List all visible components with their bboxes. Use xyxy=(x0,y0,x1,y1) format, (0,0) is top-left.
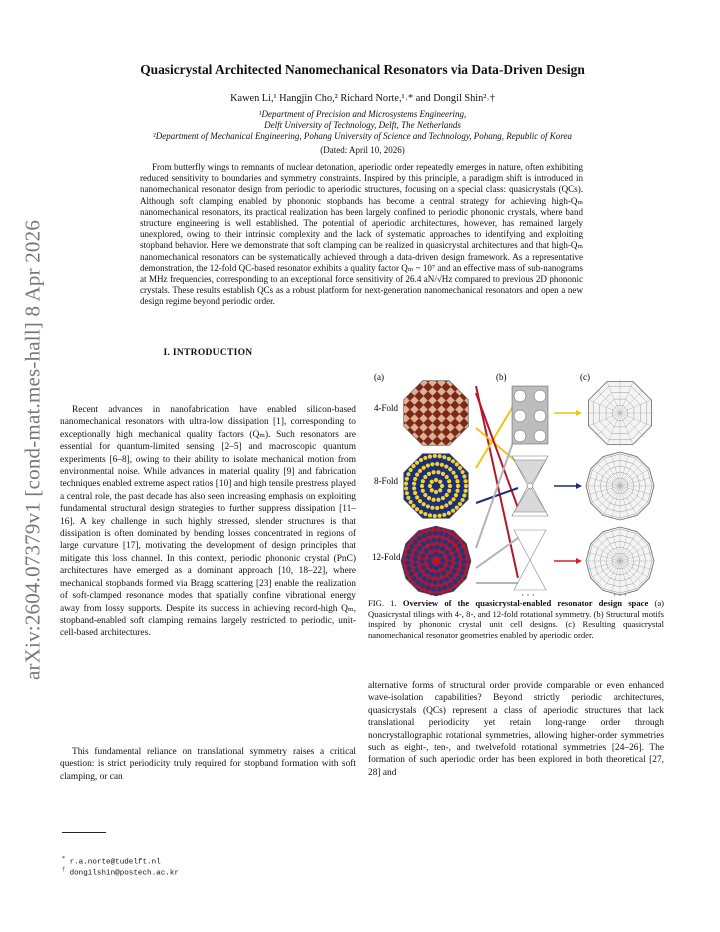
tiling-12fold-dot xyxy=(452,579,457,584)
tiling-12fold-dot xyxy=(442,585,447,590)
tiling-12fold-dot xyxy=(406,566,411,571)
motif-bowtie-bottom xyxy=(514,486,546,512)
tiling-8fold-dot xyxy=(418,499,422,503)
tiling-12fold-dot xyxy=(434,565,439,570)
tiling-8fold-dot xyxy=(426,504,430,508)
tiling-8fold-dot xyxy=(405,477,409,481)
tiling-12fold-dot xyxy=(454,558,459,563)
tiling-12fold-dot xyxy=(426,559,431,564)
tiling-12fold-dot xyxy=(422,533,427,538)
tiling-4fold-tile xyxy=(464,441,472,449)
tiling-12fold-dot xyxy=(430,572,435,577)
tiling-8fold-dot xyxy=(428,513,432,517)
tiling-12fold-dot xyxy=(405,560,410,565)
tiling-8fold-dot xyxy=(433,454,437,458)
tiling-8fold-dot xyxy=(423,456,427,460)
ellipsis-b: · · · xyxy=(521,590,535,600)
tiling-8fold-dot xyxy=(413,477,417,481)
tiling-4fold-tile xyxy=(464,378,472,386)
tiling-8fold-dot xyxy=(440,463,444,467)
tiling-12fold-dot xyxy=(428,554,433,559)
tiling-12fold-dot xyxy=(447,591,452,596)
motif-hole xyxy=(514,410,526,422)
panel-a-label: (a) xyxy=(374,372,384,382)
tiling-12fold-dot xyxy=(433,530,438,535)
tiling-8fold-dot xyxy=(447,489,451,493)
tiling-8fold-dot xyxy=(436,470,440,474)
tiling-8fold-dot xyxy=(405,491,409,495)
resonator-geometry xyxy=(586,527,654,595)
tiling-8fold-dot xyxy=(419,458,423,462)
tiling-8fold-dot xyxy=(451,471,455,475)
tiling-12fold-dot xyxy=(438,579,443,584)
tiling-12fold-dot xyxy=(449,535,454,540)
intro-paragraph-1: Recent advances in nanofabrication have enabled silicon-based nanomechanical resonators with ultra-low dissipation [1], corresponding to exceptionally high mechanical quality factors (Qₘ). Such resonators are essential for quantum-limited sensing [2–5] and macroscopic quantum experiments [6–8], owing to their ability to isolate mechanical motion from environmental noise. While advances in material quality [9] and fabrication techniques enabled extreme aspect ratios [10] and high tensile prestress played a central role, the past decade has also seen increasing emphasis on exploiting fundamental structural design strategies to further suppress dissipation [11–16]. A key challenge in such highly stressed, slender structures is that dissipation is often dominated by bending losses concentrated in regions of large curvature [17], motivating the development of design principles that mitigate this loss channel. In this context, periodic phononic crystal (PnC) architectures have emerged as a dominant approach [10, 18–22], where mechanical stopbands formed via Bragg scattering [23] enable the realization of soft-clamped resonance modes that spatially confine vibrational energy away from lossy supports. Despite its success in achieving record-high Qₘ, stopband-enabled soft clamping remains largely restricted to periodic, unit-cell-based architectures. xyxy=(60,405,356,639)
tiling-8fold xyxy=(404,454,469,519)
tiling-12fold-dot xyxy=(413,562,418,567)
tiling-8fold-dot xyxy=(462,474,466,478)
tiling-8fold-dot xyxy=(435,462,439,466)
tiling-8fold-dot xyxy=(438,454,442,458)
arrow-head xyxy=(576,410,582,416)
tiling-8fold-dot xyxy=(441,496,445,500)
tiling-12fold-dot xyxy=(420,553,425,558)
tiling-8fold-dot xyxy=(464,489,468,493)
resonator-geometry xyxy=(586,379,654,447)
footnote-1: * r.a.norte@tudelft.nl xyxy=(62,856,161,867)
tiling-12fold-dot xyxy=(421,565,426,570)
dated-line: (Dated: April 10, 2026) xyxy=(320,145,405,155)
tiling-8fold-dot xyxy=(447,479,451,483)
motif-hole xyxy=(514,390,526,402)
tiling-12fold-dot xyxy=(448,573,453,578)
motif-hole xyxy=(534,390,546,402)
tiling-8fold-dot xyxy=(444,464,448,468)
tiling-8fold-dot xyxy=(415,461,419,465)
figure-1 xyxy=(368,368,664,605)
tiling-12fold-dot xyxy=(429,545,434,550)
motif-bowtie-top xyxy=(514,460,546,486)
tiling-4fold-tile xyxy=(455,378,463,386)
affiliation-1b: Delft University of Technology, Delft, The Netherlands xyxy=(264,120,461,130)
tiling-8fold-dot xyxy=(413,491,417,495)
tiling-8fold-dot xyxy=(460,470,464,474)
tiling-12fold-dot xyxy=(462,539,467,544)
resonator-geometry xyxy=(586,452,654,520)
tiling-8fold-dot xyxy=(404,486,408,490)
mapping-arrows xyxy=(554,410,582,564)
tiling-12fold-dot xyxy=(452,588,457,593)
ellipsis-a: · · · xyxy=(429,590,443,600)
tiling-12fold-dot xyxy=(420,583,425,588)
tiling-12fold-dot xyxy=(415,588,420,593)
tiling-8fold-dot xyxy=(420,484,424,488)
tiling-8fold-dot xyxy=(421,479,425,483)
row-label-4fold: 4-Fold xyxy=(374,403,399,413)
tiling-8fold-dot xyxy=(440,484,444,488)
tiling-12fold-dot xyxy=(437,538,442,543)
tiling-12fold-dot xyxy=(407,549,412,554)
tiling-12fold-dot xyxy=(413,540,418,545)
tiling-8fold-dot xyxy=(431,470,435,474)
tiling-12fold-dot xyxy=(447,561,452,566)
intro-paragraph-2: This fundamental reliance on translational symmetry raises a critical question: is strict periodicity truly required for stopband formation with soft clamping, or can xyxy=(60,747,356,782)
connection-line xyxy=(476,386,518,578)
tiling-8fold-dot xyxy=(415,473,419,477)
tiling-8fold-dot xyxy=(441,472,445,476)
tiling-8fold-dot xyxy=(422,466,426,470)
quasicrystal-tilings xyxy=(398,378,473,598)
tiling-8fold-dot xyxy=(430,480,434,484)
tiling-12fold-dot xyxy=(447,543,452,548)
caption-title: Overview of the quasicrystal-enabled resonator design space xyxy=(402,598,649,608)
tiling-12fold-dot xyxy=(442,539,447,544)
tiling-12fold-dot xyxy=(405,539,410,544)
tiling-12fold-dot xyxy=(426,539,431,544)
tiling-12fold-dot xyxy=(454,563,459,568)
tiling-8fold-dot xyxy=(458,502,462,506)
tiling-8fold-dot xyxy=(462,493,466,497)
tiling-12fold-dot xyxy=(427,578,432,583)
tiling-8fold-dot xyxy=(430,506,434,510)
tiling-4fold-tile xyxy=(401,441,409,449)
tiling-12fold-dot xyxy=(441,570,446,575)
motif-center xyxy=(527,483,533,489)
tiling-12fold-dot xyxy=(409,571,414,576)
tiling-8fold-dot xyxy=(421,489,425,493)
tiling-8fold-dot xyxy=(445,475,449,479)
tiling-4fold-tile xyxy=(464,387,472,395)
tiling-12fold-dot xyxy=(456,575,461,580)
tiling-12fold-dot xyxy=(406,555,411,560)
tiling-8fold-dot xyxy=(430,488,434,492)
tiling-8fold-dot xyxy=(448,467,452,471)
tiling-8fold-dot xyxy=(406,472,410,476)
tiling-8fold-dot xyxy=(423,475,427,479)
tiling-8fold-dot xyxy=(438,480,442,484)
tiling-12fold-dot xyxy=(445,566,450,571)
tiling-8fold-dot xyxy=(428,455,432,459)
tiling-12fold-dot xyxy=(438,531,443,536)
tiling-12fold-dot xyxy=(440,546,445,551)
tiling-12fold-dot xyxy=(435,572,440,577)
tiling-8fold-dot xyxy=(415,495,419,499)
motif-triangle-top xyxy=(514,530,546,560)
caption-label: FIG. 1. xyxy=(368,598,397,608)
tiling-8fold-dot xyxy=(423,493,427,497)
motif-hole xyxy=(514,430,526,442)
tiling-8fold-dot xyxy=(455,479,459,483)
tiling-8fold-dot xyxy=(434,478,438,482)
tiling-8fold-dot xyxy=(428,484,432,488)
tiling-12fold-dot xyxy=(461,554,466,559)
tiling-8fold-dot xyxy=(419,510,423,514)
tiling-12fold-dot xyxy=(438,553,443,558)
tiling-8fold-dot xyxy=(435,506,439,510)
tiling-8fold-dot xyxy=(448,501,452,505)
tiling-12fold-dot xyxy=(451,547,456,552)
tiling-12fold-base xyxy=(401,526,471,596)
tiling-4fold-tile xyxy=(464,432,472,440)
tiling-8fold-dot xyxy=(433,514,437,518)
tiling-8fold-dot xyxy=(406,496,410,500)
abstract: From butterfly wings to remnants of nuclear detonation, aperiodic order repeatedly emerges in nature, often exhibiting reduced sensitivity to boundaries and symmetry constraints. Inspired by this principle, a paradigm shift is introduced in nanomechanical resonator design from periodic to aperiodic structures, focusing on a special class: quasicrystals (QCs). Although soft clamping enabled by phononic stopbands has become a central strategy for achieving high-Qₘ nanomechanical resonators, its practical realization has been largely confined to periodic phononic crystals, where band structure engineering is well established. The potential of aperiodic architectures, however, has remained largely unexplored, owing to their intrinsic complexity and the lack of systematic approaches to identifying and exploiting stopband behavior. Here we demonstrate that soft clamping can be realized in quasicrystal architectures and that high-Qₘ nanomechanical resonators can be systematically achieved through a data-driven design framework. As a representative demonstration, the 12-fold QC-based resonator exhibits a quality factor Qₘ ~ 10⁷ and an effective mass of sub-nanograms at MHz frequencies, corresponding to an exceptional force sensitivity of 26.4 aN/√Hz compared to previous 2D phononic crystals. These results establish QCs as a robust platform for next-generation nanomechanical resonators and open a new design regime beyond periodic order. xyxy=(140,162,583,307)
tiling-8fold-dot xyxy=(458,466,462,470)
tiling-8fold-dot xyxy=(447,511,451,515)
tiling-4fold xyxy=(401,378,472,449)
tiling-12fold-dot xyxy=(433,579,438,584)
ellipsis-c: · · · xyxy=(613,590,627,600)
panel-c-label: (c) xyxy=(580,372,590,382)
tiling-8fold-dot xyxy=(438,514,442,518)
tiling-8fold-dot xyxy=(412,486,416,490)
tiling-12fold-dot xyxy=(427,531,432,536)
tiling-8fold-dot xyxy=(427,496,431,500)
tiling-4fold-tile xyxy=(455,441,463,449)
tiling-12fold-dot xyxy=(414,567,419,572)
tiling-12fold-dot xyxy=(453,539,458,544)
tiling-8fold-dot xyxy=(412,482,416,486)
tiling-8fold-dot xyxy=(404,481,408,485)
tiling-8fold-dot xyxy=(447,457,451,461)
tiling-12fold-dot xyxy=(459,570,464,575)
motif-triangle-bottom xyxy=(514,560,546,590)
tiling-12fold-dot xyxy=(454,530,459,535)
tiling-4fold-tile xyxy=(410,441,418,449)
tiling-12fold-dot xyxy=(444,550,449,555)
paper-title: Quasicrystal Architected Nanomechanical Resonators via Data-Driven Design xyxy=(140,62,585,77)
tiling-8fold-dot xyxy=(444,503,448,507)
tiling-12fold-dot xyxy=(444,532,449,537)
tiling-12fold-dot xyxy=(424,569,429,574)
tiling-12fold-dot xyxy=(461,565,466,570)
tiling-12fold-dot xyxy=(459,548,464,553)
affiliation-1a: ¹Department of Precision and Microsystems Engineering, xyxy=(258,109,467,119)
tiling-8fold-dot xyxy=(454,475,458,479)
tiling-8fold-dot xyxy=(423,512,427,516)
row-label-8fold: 8-Fold xyxy=(374,476,399,486)
tiling-12fold-dot xyxy=(413,556,418,561)
tiling-12fold-dot xyxy=(421,542,426,547)
tiling-8fold-dot xyxy=(445,493,449,497)
tiling-8fold-dot xyxy=(442,513,446,517)
tiling-8fold-dot xyxy=(436,498,440,502)
tiling-8fold-dot xyxy=(451,459,455,463)
tiling-12fold-dot xyxy=(420,591,425,596)
row-label-12fold: 12-Fold xyxy=(372,552,401,562)
tiling-8fold-dot xyxy=(418,469,422,473)
tiling-8fold-dot xyxy=(422,502,426,506)
tiling-12fold-dot xyxy=(444,577,449,582)
tiling-8fold-dot xyxy=(448,484,452,488)
tiling-12fold-dot xyxy=(412,576,417,581)
tiling-8fold-dot xyxy=(434,490,438,494)
tiling-8fold-dot xyxy=(464,484,468,488)
tiling-12fold-dot xyxy=(468,554,473,559)
tiling-8fold-dot xyxy=(409,468,413,472)
tiling-8fold-dot xyxy=(409,500,413,504)
tiling-12fold-dot xyxy=(434,544,439,549)
tiling-8fold-dot xyxy=(431,498,435,502)
arrow-head xyxy=(576,483,582,489)
tiling-12fold-dot xyxy=(422,576,427,581)
tiling-4fold-tile xyxy=(401,378,409,386)
tiling-12fold-dot xyxy=(417,536,422,541)
panel-b-label: (b) xyxy=(496,372,507,382)
arrow-head xyxy=(576,558,582,564)
tiling-12fold-dot xyxy=(431,538,436,543)
tiling-12fold-dot xyxy=(452,569,457,574)
tiling-8fold-dot xyxy=(440,505,444,509)
tiling-8fold-dot xyxy=(415,507,419,511)
tiling-12fold-dot xyxy=(409,544,414,549)
tiling-12fold-dot xyxy=(457,543,462,548)
tiling-8fold-dot xyxy=(456,484,460,488)
tiling-12fold-dot xyxy=(416,580,421,585)
tiling-12fold-dot xyxy=(461,559,466,564)
tiling-12fold-dot xyxy=(447,555,452,560)
footnote-2: † dongilshin@postech.ac.kr xyxy=(62,867,179,878)
tiling-8fold-dot xyxy=(430,462,434,466)
tiling-8fold-dot xyxy=(464,479,468,483)
right-column-text: alternative forms of structural order provide comparable or even enhanced wave-isolation capabilities? Beyond strictly periodic architectures, quasicrystals (QCs) represent a class of aperiodic structures that lack translational periodicity yet retain long-range order through noncrystallographic rotational symmetries, allowing higher-order symmetries such as eight-, ten-, and twelvefold rotational symmetries [24–26]. The formation of such aperiodic order has been explored in both theoretical [27, 28] and xyxy=(368,681,664,778)
figure-caption xyxy=(368,598,664,640)
tiling-8fold-dot xyxy=(455,489,459,493)
tiling-12fold-dot xyxy=(412,530,417,535)
tiling-12fold-dot xyxy=(439,563,444,568)
affiliation-2: ²Department of Mechanical Engineering, Pohang University of Science and Technology, Pohang, Republic of Korea xyxy=(153,131,572,141)
footnote-rule xyxy=(62,832,106,833)
tiling-4fold-tile xyxy=(401,432,409,440)
tiling-12fold-dot xyxy=(414,551,419,556)
tiling-12fold-dot xyxy=(417,546,422,551)
caption-body: (a) Quasicrystal tilings with 4-, 8-, and 12-fold rotational symmetry. (b) Structural motifs inspired by phononic crystal unit cell designs. (c) Resulting quasicrystal nanomechanical resonator geometries enabled by aperiodic order. xyxy=(368,598,664,640)
resonator-geometries xyxy=(586,379,654,595)
tiling-12fold-dot xyxy=(429,564,434,569)
motif-hole xyxy=(534,430,546,442)
tiling-12fold-dot xyxy=(424,548,429,553)
tiling-12fold-dot xyxy=(440,558,445,563)
tiling-12fold-dot xyxy=(453,552,458,557)
motif-hole xyxy=(534,410,546,422)
tiling-8fold-dot xyxy=(426,463,430,467)
tiling-8fold-dot xyxy=(427,472,431,476)
tiling-8fold-dot xyxy=(451,497,455,501)
author-list: Kawen Li,¹ Hangjin Cho,² Richard Norte,¹˒* and Dongil Shin²˒† xyxy=(230,93,495,104)
tiling-12fold-dot xyxy=(433,551,438,556)
tiling-8fold-dot xyxy=(451,509,455,513)
tiling-12fold-dot xyxy=(419,559,424,564)
arxiv-stamp: arXiv:2604.07379v1 [cond-mat.mes-hall] 8 Apr 2026 xyxy=(20,219,45,681)
tiling-8fold-dot xyxy=(438,488,442,492)
tiling-12fold-dot xyxy=(447,583,452,588)
tiling-12fold xyxy=(398,523,473,598)
connection-lines xyxy=(476,386,518,583)
tiling-8fold-dot xyxy=(460,498,464,502)
tiling-8fold-dot xyxy=(442,455,446,459)
section-heading: I. INTRODUCTION xyxy=(163,348,253,358)
tiling-12fold-dot xyxy=(418,572,423,577)
tiling-8fold-dot xyxy=(454,493,458,497)
